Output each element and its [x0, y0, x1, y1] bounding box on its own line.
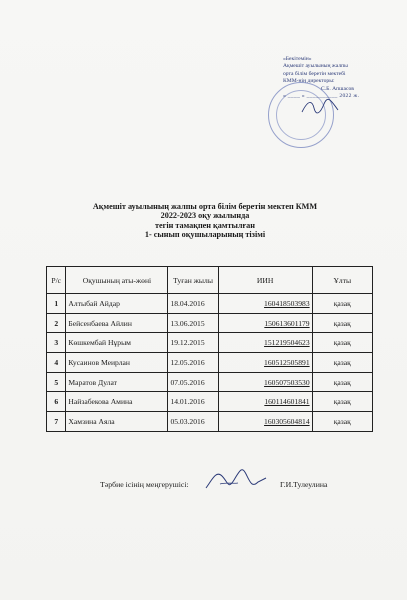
cell-num: 6	[47, 392, 66, 412]
table-row	[47, 294, 373, 314]
title-line: тегін тамақпен қамтылған	[154, 220, 255, 230]
head-signature	[202, 462, 270, 496]
title-line: Ақмешіт ауылының жалпы орта білім беретін мектеп КММ	[92, 202, 318, 211]
footer-name: Г.И.Тулеулина	[280, 480, 328, 489]
cell-born: 14.01.2016	[168, 392, 218, 412]
students-table	[46, 266, 373, 432]
cell-iin: 150613601179	[264, 318, 310, 328]
cell-num: 3	[47, 333, 66, 353]
table-row	[47, 333, 373, 353]
approval-line: «Бекітемін»	[283, 56, 312, 62]
cell-iin: 160305604814	[264, 416, 310, 426]
cell-nationality: қазақ	[312, 372, 372, 392]
cell-nationality: қазақ	[312, 313, 372, 333]
cell-name: Кусаинов Меирлан	[66, 353, 168, 373]
cell-num: 2	[47, 313, 66, 333]
table-row	[47, 392, 373, 412]
header-born: Туған жылы	[168, 267, 218, 294]
cell-nationality: қазақ	[312, 294, 372, 314]
cell-nationality: қазақ	[312, 333, 372, 353]
title-line: 2022-2023 оқу жылында	[160, 211, 250, 221]
header-nationality: Ұлты	[312, 267, 372, 294]
document-title	[40, 202, 370, 240]
cell-iin: 160507503530	[264, 377, 310, 387]
cell-iin: 160512505891	[264, 357, 310, 367]
table-header-row	[47, 267, 373, 294]
footer-role: Тәрбие ісінің меңгерушісі:	[100, 480, 189, 489]
cell-born: 13.06.2015	[168, 313, 218, 333]
cell-born: 18.04.2016	[168, 294, 218, 314]
cell-nationality: қазақ	[312, 353, 372, 373]
cell-born: 05.03.2016	[168, 412, 218, 432]
cell-nationality: қазақ	[312, 392, 372, 412]
cell-num: 4	[47, 353, 66, 373]
cell-num: 1	[47, 294, 66, 314]
cell-born: 07.05.2016	[168, 372, 218, 392]
table-row	[47, 372, 373, 392]
header-name: Оқушының аты-жөні	[66, 267, 168, 294]
cell-iin: 151219504623	[264, 338, 310, 348]
director-signature	[300, 98, 340, 116]
header-iin: ИИН	[218, 267, 312, 294]
cell-num: 7	[47, 412, 66, 432]
table-row	[47, 313, 373, 333]
approval-signer: С.Б. Апшасов	[321, 85, 354, 92]
cell-name: Маратов Дулат	[66, 372, 168, 392]
title-line: 1- сынып оқушыларының тізімі	[144, 230, 266, 240]
cell-born: 19.12.2015	[168, 333, 218, 353]
cell-iin: 160418503983	[264, 298, 310, 308]
header-num: Р/с	[47, 267, 66, 294]
cell-born: 12.05.2016	[168, 353, 218, 373]
approval-line: орта білім беретін мектебі	[283, 70, 346, 77]
cell-nationality: қазақ	[312, 412, 372, 432]
table-row	[47, 353, 373, 373]
cell-num: 5	[47, 372, 66, 392]
cell-name: Найзабекова Амина	[66, 392, 168, 412]
approval-line: Ақмешіт ауылының жалпы	[283, 63, 348, 70]
approval-date: « ____ » __________ 2022 ж.	[283, 93, 360, 100]
cell-name: Алтыбай Айдар	[66, 294, 168, 314]
cell-name: Көшкембай Нұрым	[66, 333, 168, 353]
cell-name: Бейсенбаева Айлин	[66, 313, 168, 333]
approval-block	[283, 56, 395, 100]
cell-name: Хамзина Аяла	[66, 412, 168, 432]
cell-iin: 160114601841	[264, 397, 310, 407]
table-row	[47, 412, 373, 432]
approval-line: КММ-нің директоры:	[283, 78, 335, 85]
